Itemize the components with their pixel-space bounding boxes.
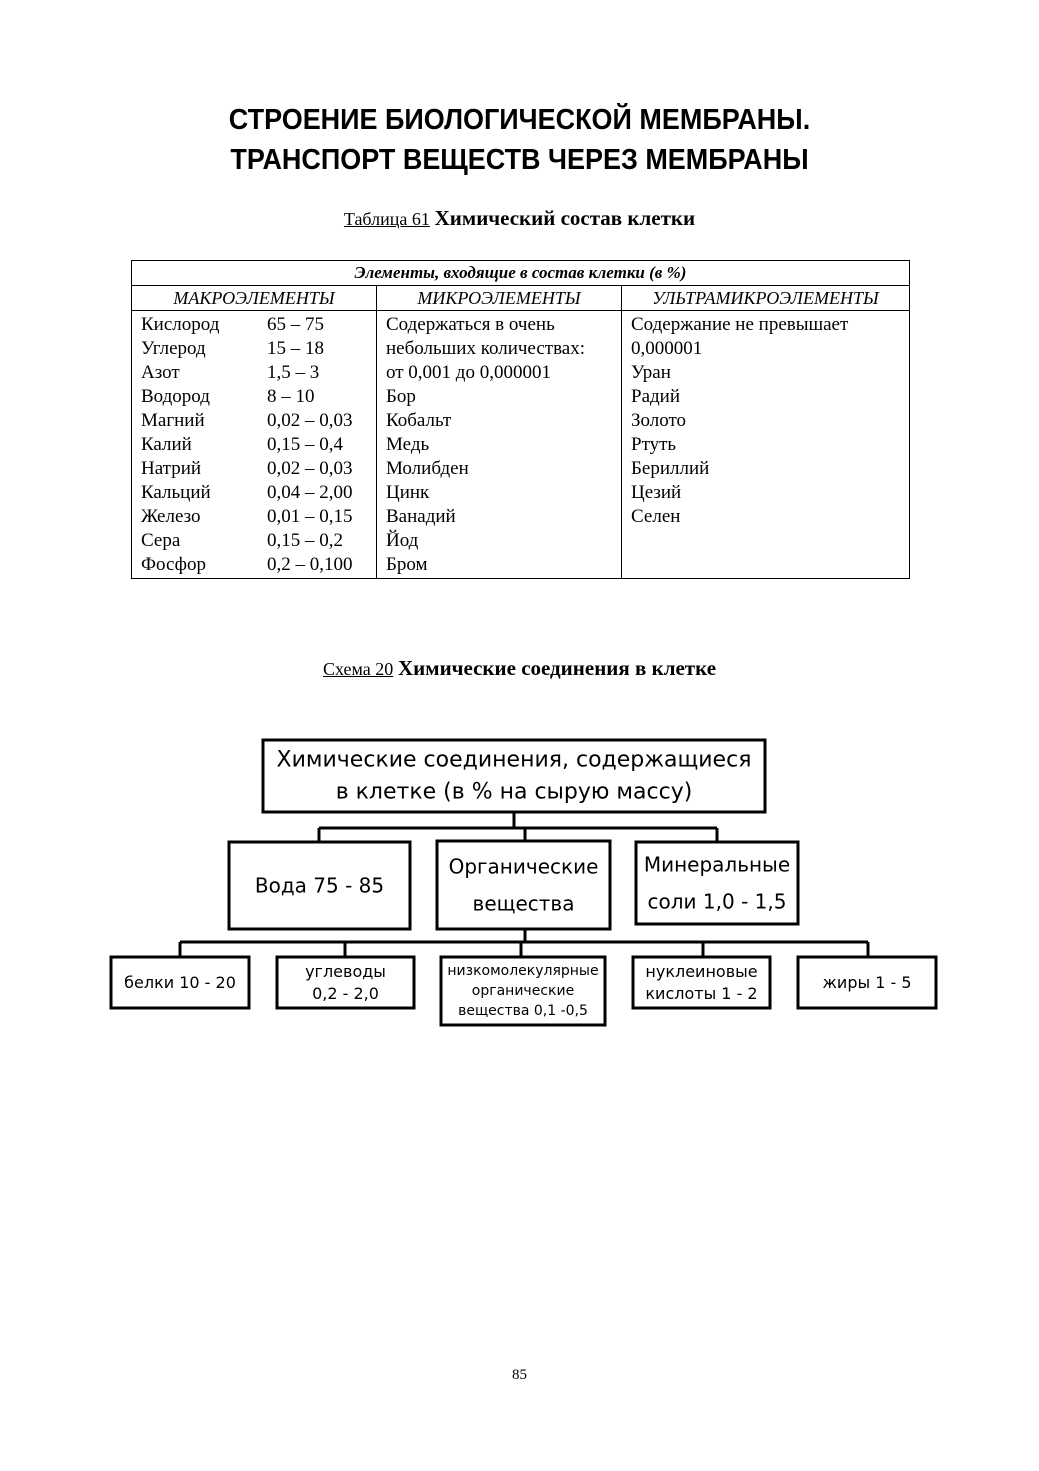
macro-element-name: Фосфор: [141, 554, 206, 575]
macro-element-value: 8 – 10: [267, 386, 315, 407]
macro-element-value: 0,2 – 0,100: [267, 554, 353, 575]
ultra-element-line: 0,000001: [631, 338, 703, 359]
macro-element-name: Углерод: [141, 338, 206, 359]
macro-element-value: 0,02 – 0,03: [267, 410, 353, 431]
micro-element-line: Цинк: [386, 482, 430, 503]
micro-element-line: Бор: [386, 386, 416, 407]
nucleic-box-text: нуклеиновые: [645, 962, 758, 981]
water-box-text: Вода 75 - 85: [254, 873, 385, 898]
organic-box-text: Органические: [448, 854, 599, 879]
micro-element-line: Ванадий: [386, 506, 456, 527]
macro-element-name: Калий: [141, 434, 192, 455]
table-caption-number: Таблица 61: [343, 209, 430, 229]
ultra-element-line: Радий: [631, 386, 681, 407]
ultra-element-line: Бериллий: [631, 458, 710, 479]
lowmolecular-box: [441, 957, 605, 1025]
page-title-line-2: ТРАНСПОРТ ВЕЩЕСТВ ЧЕРЕЗ МЕМБРАНЫ: [230, 144, 809, 176]
column-header-ultra: УЛЬТРАМИКРОЭЛЕМЕНТЫ: [622, 286, 910, 311]
macro-element-name: Кальций: [141, 482, 211, 503]
carbohydrates-box-text: 0,2 - 2,0: [312, 984, 379, 1003]
organic-box: [437, 841, 610, 929]
micro-element-line: Бром: [386, 554, 428, 575]
micro-element-line: Йод: [386, 530, 419, 551]
macro-element-value: 0,15 – 0,4: [267, 434, 343, 455]
macro-element-name: Магний: [141, 410, 205, 431]
macro-element-value: 0,01 – 0,15: [267, 506, 353, 527]
micro-element-line: Кобальт: [386, 410, 452, 431]
macro-element-value: 1,5 – 3: [267, 362, 320, 383]
macro-element-value: 0,02 – 0,03: [267, 458, 353, 479]
macro-element-value: 15 – 18: [267, 338, 324, 359]
carbohydrates-box: [277, 957, 414, 1008]
scheme-caption-number: Схема 20: [322, 659, 394, 679]
ultra-element-line: Цезий: [631, 482, 682, 503]
macro-element-name: Натрий: [141, 458, 202, 479]
root-box-text: в клетке (в % на сырую массу): [335, 779, 693, 805]
water-box: [229, 842, 410, 929]
macro-element-name: Азот: [141, 362, 180, 383]
ultra-element-line: Содержание не превышает: [631, 314, 849, 335]
organic-box-text: вещества: [472, 891, 575, 916]
lowmolecular-box-text: вещества 0,1 -0,5: [458, 1003, 588, 1019]
table-header: Элементы, входящие в состав клетки (в %): [132, 261, 910, 286]
macro-element-name: Сера: [141, 530, 181, 551]
micro-element-line: небольших количествах:: [386, 338, 586, 359]
column-header-macro: МАКРОЭЛЕМЕНТЫ: [132, 286, 377, 311]
fats-box: [798, 957, 936, 1008]
nucleic-box: [633, 957, 770, 1008]
lowmolecular-box-text: органические: [471, 983, 575, 999]
lowmolecular-box-text: низкомолекулярные: [447, 963, 599, 979]
macro-element-name: Кислород: [141, 314, 220, 335]
proteins-box-text: белки 10 - 20: [124, 973, 236, 992]
fats-box-text: жиры 1 - 5: [822, 973, 912, 992]
page-number: 85: [512, 1367, 527, 1383]
micro-element-line: Содержаться в очень: [386, 314, 555, 335]
ultra-element-line: Золото: [631, 410, 687, 431]
macro-element-value: 0,15 – 0,2: [267, 530, 343, 551]
nucleic-box-text: кислоты 1 - 2: [645, 984, 758, 1003]
macro-element-name: Водород: [141, 386, 210, 407]
macro-element-value: 0,04 – 2,00: [267, 482, 353, 503]
proteins-box: [111, 957, 249, 1008]
mineral-box-text: соли 1,0 - 1,5: [647, 889, 787, 914]
table-caption-title: Химический состав клетки: [434, 206, 696, 230]
micro-element-line: от 0,001 до 0,000001: [386, 362, 551, 383]
root-box-text: Химические соединения, содержащиеся: [276, 747, 752, 773]
macro-element-name: Железо: [141, 506, 201, 527]
root-box: [263, 740, 765, 812]
ultra-element-line: Ртуть: [631, 434, 677, 455]
mineral-box: [636, 842, 798, 924]
column-header-micro: МИКРОЭЛЕМЕНТЫ: [377, 286, 622, 311]
scheme-caption-title: Химические соединения в клетке: [398, 656, 717, 680]
macro-element-value: 65 – 75: [267, 314, 324, 335]
ultra-element-line: Уран: [631, 362, 671, 383]
page-title-line-1: СТРОЕНИЕ БИОЛОГИЧЕСКОЙ МЕМБРАНЫ.: [228, 104, 811, 136]
carbohydrates-box-text: углеводы: [305, 962, 386, 981]
mineral-box-text: Минеральные: [643, 852, 791, 877]
ultra-element-line: Селен: [631, 506, 681, 527]
micro-element-line: Медь: [386, 434, 430, 455]
micro-element-line: Молибден: [386, 458, 469, 479]
